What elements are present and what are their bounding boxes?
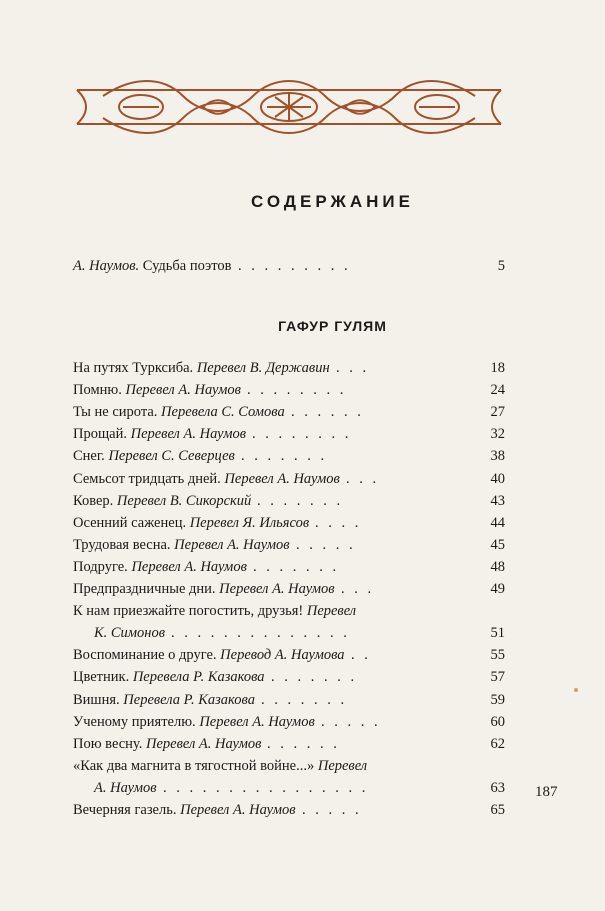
- entry-title: Пою весну.: [73, 735, 146, 752]
- entry-page: 62: [490, 735, 505, 752]
- entry-page: 27: [490, 404, 505, 421]
- entry-translator: К. Симонов: [94, 625, 166, 642]
- entry-translator: Перевод А. Наумова: [220, 647, 345, 664]
- entry-page: 45: [490, 536, 505, 553]
- toc-entry: [73, 556, 505, 578]
- toc-entry: [73, 644, 505, 666]
- leader-dots: . . . . . . .: [241, 448, 328, 465]
- toc-entry: [73, 490, 505, 512]
- entry-translator: Перевел А. Наумов: [199, 713, 315, 730]
- entry-translator: Перевел А. Наумов: [219, 581, 335, 597]
- toc-entry: [73, 423, 505, 445]
- entry-translator: Перевел В. Державин: [196, 360, 330, 376]
- leader-dots: . . . . . .: [267, 735, 340, 752]
- entry-translator: Перевел А. Наумов: [130, 426, 247, 443]
- entry-title: Ковер.: [73, 492, 117, 509]
- entry-title: Семьсот тридцать дней.: [73, 470, 225, 487]
- entry-page: 60: [490, 713, 505, 730]
- leader-dots: . . . . . . .: [261, 691, 348, 708]
- decorative-header-ornament: [73, 70, 505, 144]
- leader-dots: . . . .: [315, 514, 362, 531]
- entry-page: 59: [490, 691, 505, 708]
- entry-title: Цветник.: [73, 669, 133, 686]
- section-title: ГАФУР ГУЛЯМ: [278, 318, 387, 334]
- entry-title: Помню.: [73, 382, 126, 399]
- entry-translator: Перевела Р. Казакова: [123, 691, 255, 708]
- entry-translator: Перевел С. Северцев: [108, 448, 235, 465]
- toc-entry: [73, 534, 505, 556]
- toc-entry-line2: [94, 622, 505, 644]
- toc-entry: [73, 401, 505, 423]
- entry-page: 51: [490, 625, 505, 642]
- leader-dots: . . . . . . . .: [252, 426, 352, 443]
- toc-entry-line1: [73, 600, 505, 622]
- leader-dots: . . . . . . . . . . . . . . . .: [163, 779, 369, 796]
- entry-translator: Перевела С. Сомова: [161, 404, 285, 421]
- entry-translator: Перевел А. Наумов: [180, 802, 296, 818]
- entry-page: 32: [490, 426, 505, 443]
- leader-dots: . .: [351, 647, 371, 664]
- entry-page: 49: [490, 581, 505, 597]
- leader-dots: . . . . . . . .: [247, 382, 347, 399]
- toc-entry: [73, 357, 505, 379]
- leader-dots: . . . . .: [321, 713, 381, 730]
- toc-entry: [73, 733, 505, 755]
- entry-title: Воспоминание о друге.: [73, 647, 221, 664]
- entry-title: Ученому приятелю.: [73, 713, 200, 730]
- entry-title: Ты не сирота.: [73, 404, 162, 421]
- entry-page: 38: [490, 448, 505, 465]
- leader-dots: . . .: [341, 581, 375, 597]
- entry-title: К нам приезжайте погостить, друзья!: [73, 603, 307, 620]
- entry-title: Вечерняя газель.: [73, 802, 181, 818]
- entry-translator: Перевел А. Наумов: [125, 382, 241, 399]
- toc-entry-line2: [94, 777, 505, 799]
- leader-dots: . . . . . . .: [271, 669, 358, 686]
- entry-page: 40: [490, 470, 505, 487]
- entry-translator: Перевел: [317, 757, 368, 774]
- toc-entry: [73, 689, 505, 711]
- entry-page: 48: [490, 558, 505, 575]
- leader-dots: . . . . . . . . . . . . . .: [171, 625, 350, 642]
- toc-entry: [73, 578, 505, 600]
- entry-title: Осенний саженец.: [73, 514, 190, 531]
- entry-page: 57: [490, 669, 505, 686]
- entry-title: На путях Турксиба.: [73, 360, 197, 376]
- entry-page: 55: [490, 647, 505, 664]
- entry-translator: Перевел А. Наумов: [224, 470, 340, 487]
- leader-dots: . . .: [336, 360, 370, 376]
- toc-entry: [73, 468, 505, 490]
- leader-dots: . . . . . . .: [253, 558, 340, 575]
- toc-entry-line1: [73, 755, 505, 777]
- entry-page: 44: [490, 514, 505, 531]
- entry-page: 24: [490, 382, 505, 399]
- entry-page: 63: [490, 779, 505, 796]
- entry-translator: А. Наумов: [94, 779, 157, 796]
- entry-title: Трудовая весна.: [73, 536, 175, 553]
- leader-dots: . . . . . . .: [257, 492, 344, 509]
- entry-translator: Перевел В. Сикорский: [116, 492, 252, 509]
- entry-page: 65: [490, 802, 505, 818]
- toc-entry: [73, 666, 505, 688]
- entry-page: 5: [497, 258, 505, 274]
- entry-page: 43: [490, 492, 505, 509]
- entry-translator: Перевел А. Наумов: [131, 558, 247, 575]
- toc-entry: [73, 711, 505, 733]
- leader-dots: . . . . . .: [291, 404, 364, 421]
- leader-dots: . . . . .: [296, 536, 356, 553]
- entry-title: Предпраздничные дни.: [73, 581, 220, 597]
- leader-dots: . . .: [346, 470, 380, 487]
- page-number: 187: [535, 784, 558, 800]
- toc-entry-intro: [73, 255, 505, 277]
- toc-entry: [73, 445, 505, 467]
- entry-translator: Перевел Я. Ильясов: [189, 514, 310, 531]
- paper-speck: [574, 688, 578, 692]
- entry-translator: Перевела Р. Казакова: [132, 669, 265, 686]
- toc-entry: [73, 379, 505, 401]
- entry-title: Судьба поэтов: [139, 258, 232, 274]
- entry-title: Подруге.: [73, 558, 132, 575]
- entry-translator: Перевел А. Наумов: [145, 735, 262, 752]
- entry-translator: Перевел: [306, 603, 357, 620]
- toc-entry: [73, 512, 505, 534]
- entry-title: «Как два магнита в тягостной войне...»: [73, 757, 318, 774]
- entry-title: Вишня.: [73, 691, 124, 708]
- toc-entry: [73, 799, 505, 821]
- entry-title: Снег.: [73, 448, 109, 465]
- leader-dots: . . . . .: [302, 802, 362, 818]
- entry-title: Прощай.: [73, 426, 131, 443]
- leader-dots: . . . . . . . . .: [238, 258, 351, 274]
- entry-author: А. Наумов.: [73, 258, 140, 274]
- entry-page: 18: [490, 360, 505, 376]
- page-title: СОДЕРЖАНИЕ: [251, 192, 414, 211]
- entry-translator: Перевел А. Наумов: [174, 536, 290, 553]
